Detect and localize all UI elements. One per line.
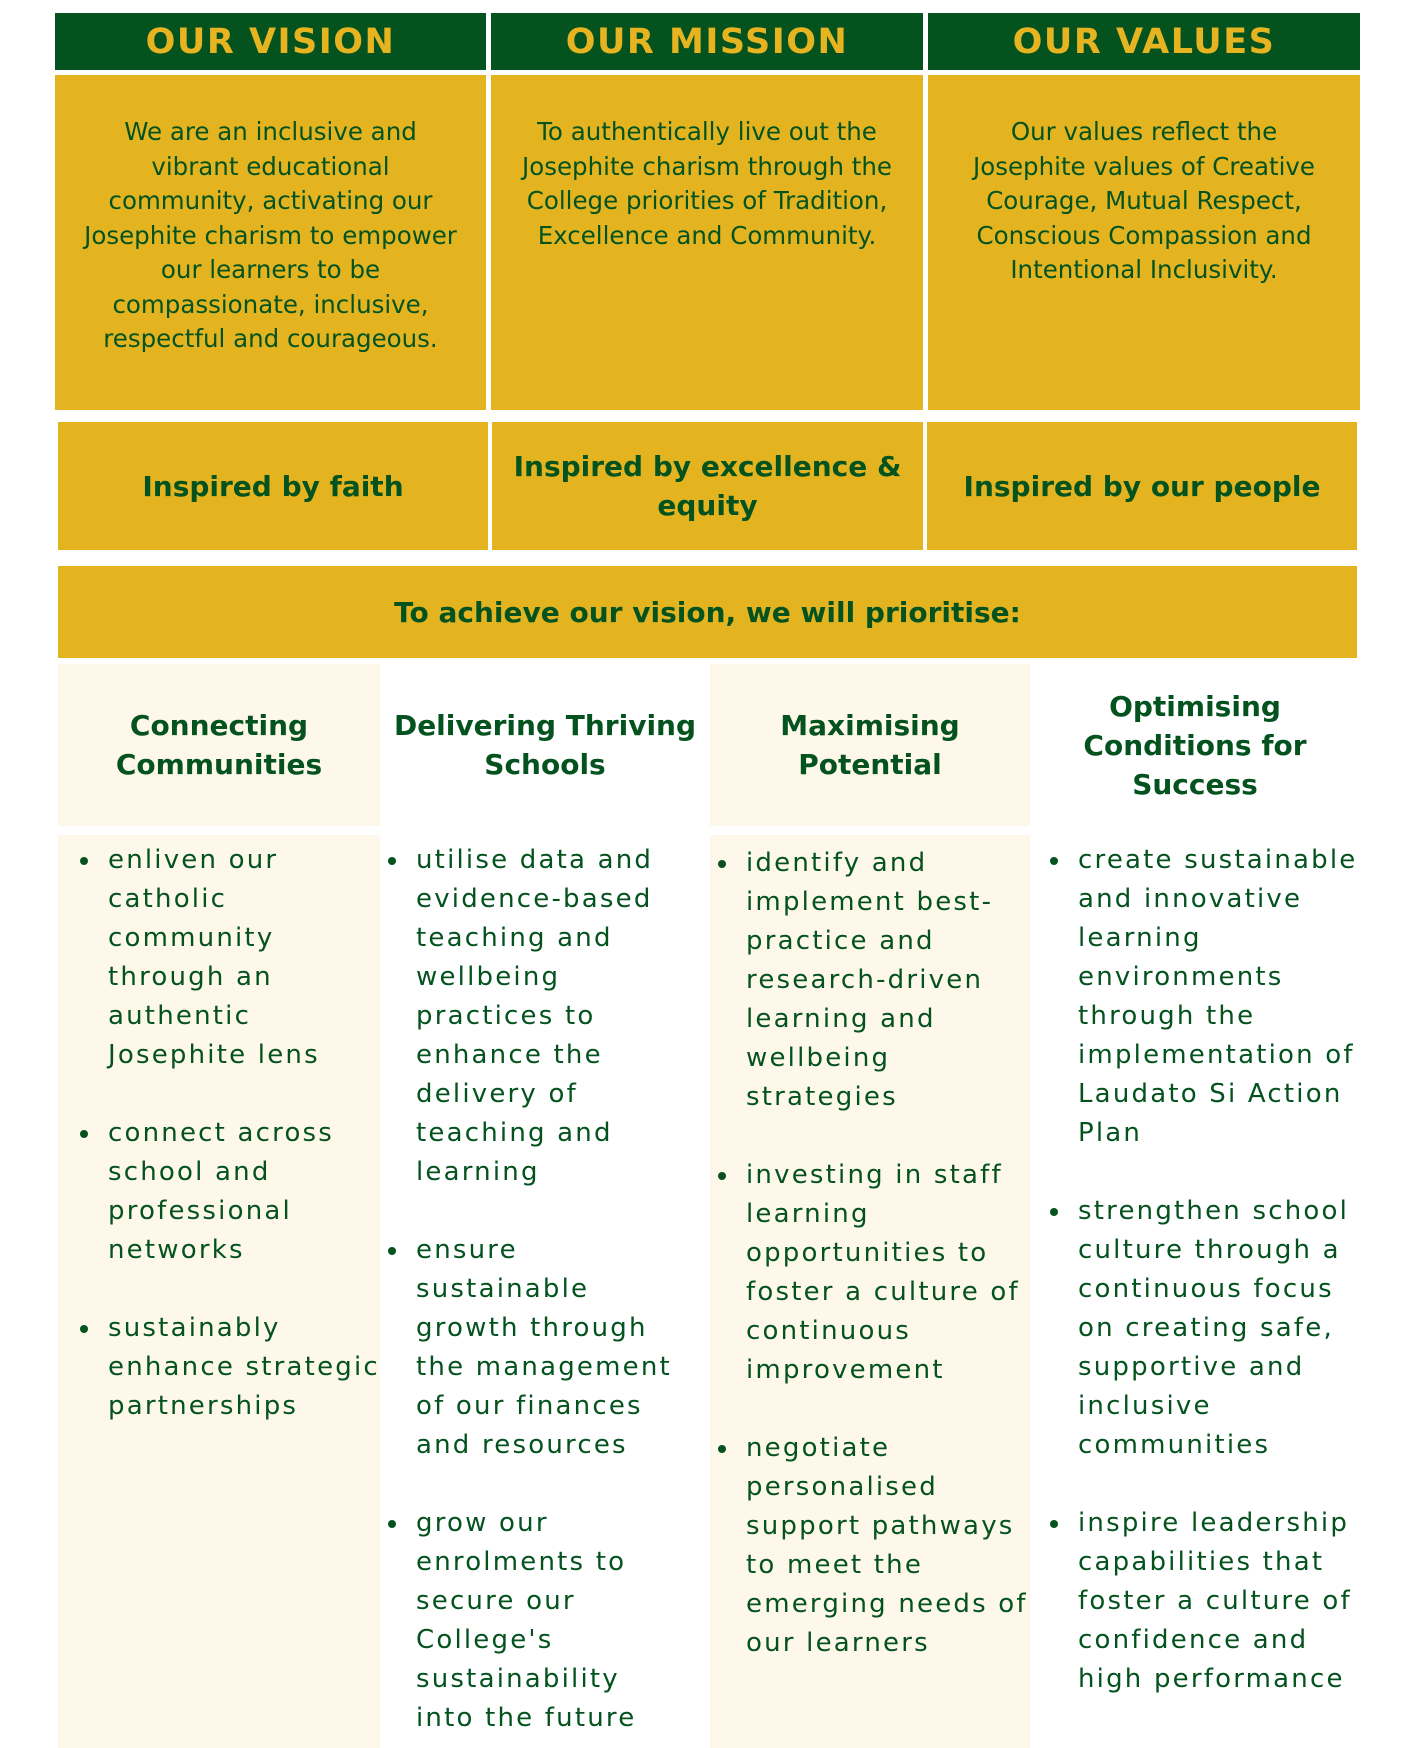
- list-item: grow our enrolments to secure our College's sustainability into the future: [366, 1504, 686, 1738]
- priority-column-delivering: [366, 835, 686, 1748]
- values-text: Our values reflect the Josephite values of Creative Courage, Mutual Respect, Conscious Compassion and Intentional Inclusivity.: [973, 117, 1315, 284]
- priority-heading-connecting: Connecting Communities: [58, 664, 380, 826]
- values-box: [928, 75, 1360, 410]
- list-item: negotiate personalised support pathways to meet the emerging needs of our learners: [696, 1429, 1030, 1663]
- priority-column-connecting: [58, 835, 380, 1748]
- delivering-list: [366, 835, 686, 1738]
- mission-heading: OUR MISSION: [491, 13, 923, 70]
- inspired-people: Inspired by our people: [927, 422, 1357, 550]
- list-item: connect across school and professional networks: [58, 1114, 380, 1270]
- priority-heading-delivering: Delivering Thriving Schools: [380, 664, 710, 826]
- mission-text: To authentically live out the Josephite charism through the College priorities of Tradition, Excellence and Community.: [522, 117, 892, 250]
- mission-box: [491, 75, 923, 410]
- vision-heading: OUR VISION: [55, 13, 486, 70]
- maximising-list: [696, 835, 1030, 1663]
- optimising-list: [1028, 835, 1364, 1699]
- priority-heading-maximising: Maximising Potential: [710, 664, 1030, 826]
- inspired-faith: Inspired by faith: [58, 422, 488, 550]
- list-item: investing in staff learning opportunities to foster a culture of continuous improvement: [696, 1156, 1030, 1390]
- inspired-excellence: Inspired by excellence & equity: [492, 422, 923, 550]
- list-item: inspire leadership capabilities that foster a culture of confidence and high performance: [1028, 1504, 1364, 1699]
- list-item: ensure sustainable growth through the management of our finances and resources: [366, 1231, 686, 1465]
- connecting-list: [58, 835, 380, 1426]
- priority-heading-optimising: Optimising Conditions for Success: [1030, 664, 1360, 826]
- list-item: sustainably enhance strategic partnerships: [58, 1309, 380, 1426]
- priority-column-optimising: [1028, 835, 1364, 1748]
- priorities-title: To achieve our vision, we will prioritise:: [58, 566, 1357, 658]
- list-item: strengthen school culture through a continuous focus on creating safe, supportive and inclusive communities: [1028, 1192, 1364, 1465]
- list-item: create sustainable and innovative learning environments through the implementation of Laudato Si Action Plan: [1028, 841, 1364, 1153]
- list-item: identify and implement best-practice and research-driven learning and wellbeing strategies: [696, 844, 1030, 1117]
- list-item: enliven our catholic community through an authentic Josephite lens: [58, 841, 380, 1075]
- priority-column-maximising: [710, 835, 1030, 1748]
- values-heading: OUR VALUES: [928, 13, 1360, 70]
- vision-box: [55, 75, 486, 410]
- list-item: utilise data and evidence-based teaching and wellbeing practices to enhance the delivery of teaching and learning: [366, 841, 686, 1192]
- vision-text: We are an inclusive and vibrant educational community, activating our Josephite charism to empower our learners to be compassionate, inclusive, respectful and courageous.: [84, 117, 457, 353]
